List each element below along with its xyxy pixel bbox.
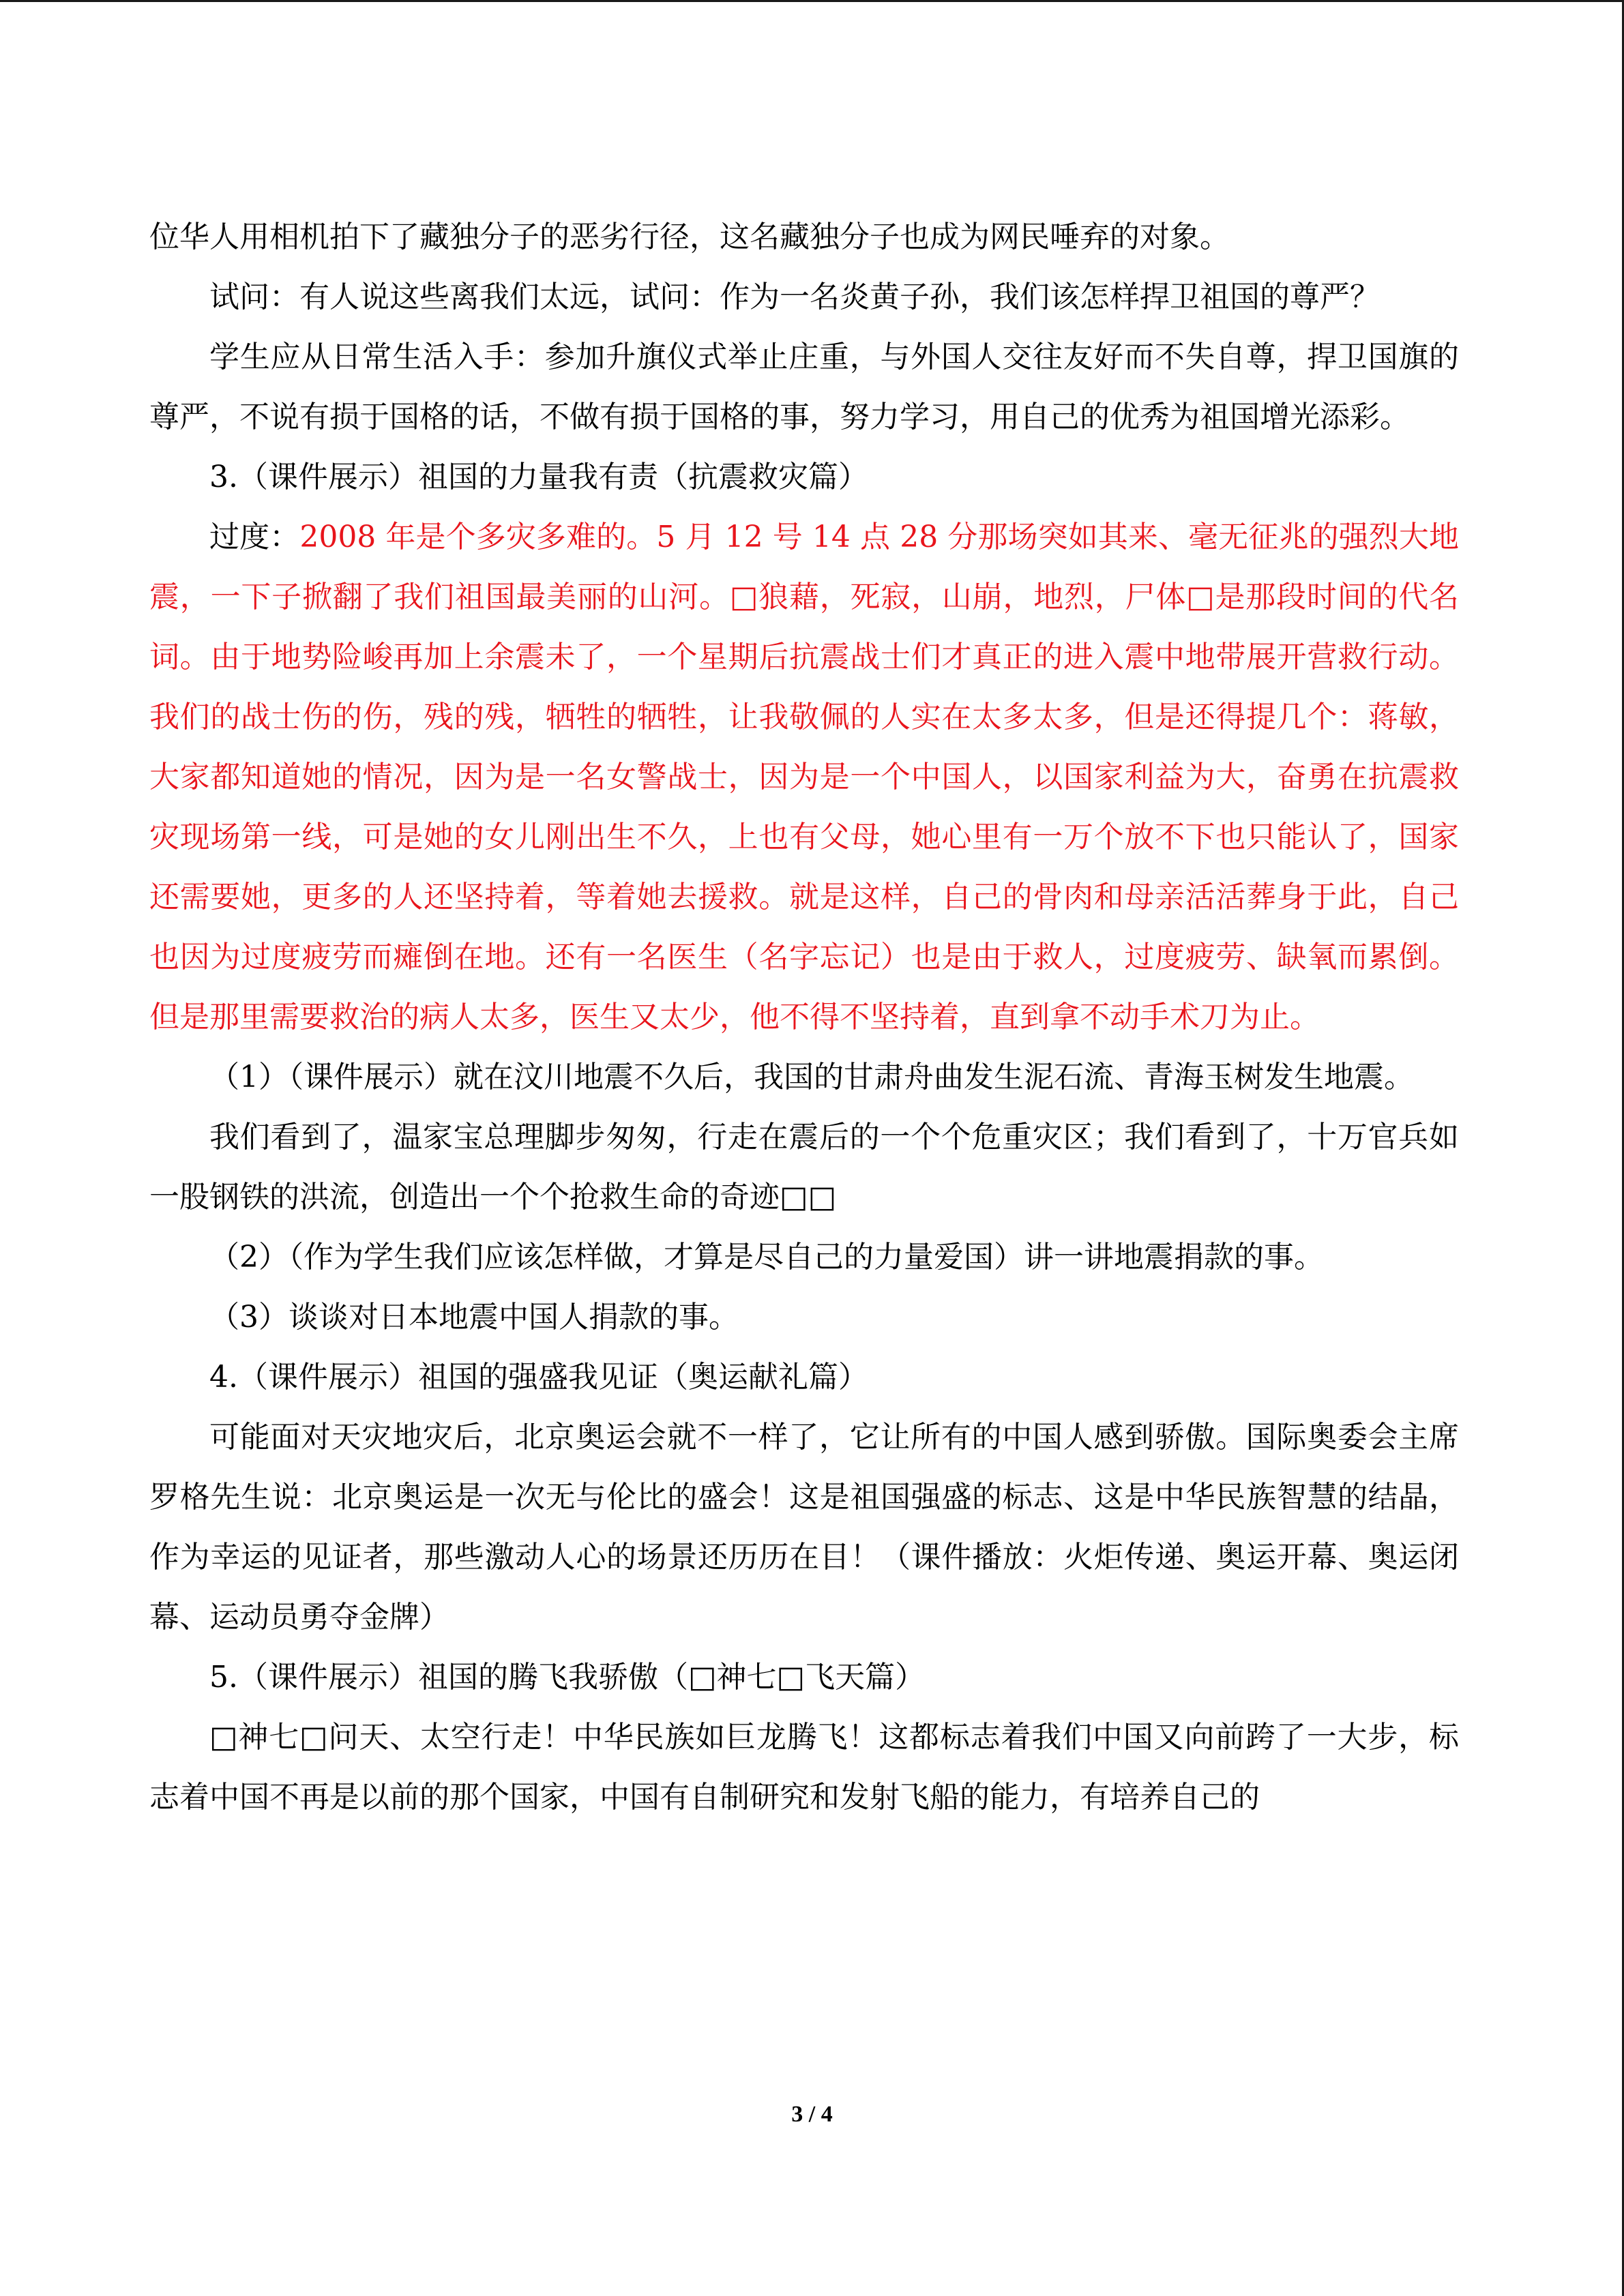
paragraph-continuation: 位华人用相机拍下了藏独分子的恶劣行径，这名藏独分子也成为网民唾弃的对象。: [149, 220, 1230, 254]
paragraph-item-2: （2）（作为学生我们应该怎样做，才算是尽自己的力量爱国）讲一讲地震捐款的事。: [209, 1240, 1324, 1274]
section-heading-5: 5.（课件展示）祖国的腾飞我骄傲（□神七□飞天篇）: [209, 1660, 926, 1695]
document-body: [149, 207, 1459, 1828]
page-border-top: [0, 0, 1624, 2]
paragraph-student-answer: 学生应从日常生活入手：参加升旗仪式举止庄重，与外国人交往友好而不失自尊，捍卫国旗的尊严，不说有损于国格的话，不做有损于国格的事，努力学习，用自己的优秀为祖国增光添彩。: [149, 340, 1459, 434]
paragraph-transition: [149, 507, 1459, 1047]
paragraph-question: 试问：有人说这些离我们太远，试问：作为一名炎黄子孙，我们该怎样捍卫祖国的尊严？: [209, 280, 1380, 314]
section-heading-3: 3.（课件展示）祖国的力量我有责（抗震救灾篇）: [209, 460, 868, 494]
section-heading-4: 4.（课件展示）祖国的强盛我见证（奥运献礼篇）: [209, 1360, 868, 1395]
paragraph-witness: 我们看到了，温家宝总理脚步匆匆，行走在震后的一个个危重灾区；我们看到了，十万官兵如一股钢铁的洪流，创造出一个个抢救生命的奇迹□□: [149, 1120, 1459, 1214]
page-number: 3 / 4: [791, 2102, 833, 2127]
paragraph-shenzhou: □神七□问天、太空行走！中华民族如巨龙腾飞！这都标志着我们中国又向前跨了一大步，标志着中国不再是以前的那个国家，中国有自制研究和发射飞船的能力，有培养自己的: [149, 1720, 1459, 1815]
paragraph-item-3: （3）谈谈对日本地震中国人捐款的事。: [209, 1300, 739, 1335]
paragraph-item-1: （1）（课件展示）就在汶川地震不久后，我国的甘肃舟曲发生泥石流、青海玉树发生地震。: [209, 1060, 1414, 1094]
transition-label: 过度：: [209, 520, 300, 554]
paragraph-olympics: 可能面对天灾地灾后，北京奥运会就不一样了，它让所有的中国人感到骄傲。国际奥委会主席罗格先生说：北京奥运是一次无与伦比的盛会！这是祖国强盛的标志、这是中华民族智慧的结晶，作为幸运的见证者，那些激动人心的场景还历历在目！（课件播放：火炬传递、奥运开幕、奥运闭幕、运动员勇夺金牌）: [149, 1420, 1459, 1635]
transition-highlighted-text: 2008 年是个多灾多难的。5 月 12 号 14 点 28 分那场突如其来、毫无征兆的强烈大地震，一下子掀翻了我们祖国最美丽的山河。□狼藉，死寂，山崩，地烈，尸体□是那段时间的代名词。由于地势险峻再加上余震未了，一个星期后抗震战士们才真正的进入震中地带展开营救行动。我们的战士伤的伤，残的残，牺牲的牺牲，让我敬佩的人实在太多太多，但是还得提几个：蒋敏，大家都知道她的情况，因为是一名女警战士，因为是一个中国人，以国家利益为大，奋勇在抗震救灾现场第一线，可是她的女儿刚出生不久，上也有父母，她心里有一万个放不下也只能认了，国家还需要她，更多的人还坚持着，等着她去援救。就是这样，自己的骨肉和母亲活活葬身于此，自己也因为过度疲劳而瘫倒在地。还有一名医生（名字忘记）也是由于救人，过度疲劳、缺氧而累倒。但是那里需要救治的病人太多，医生又太少，他不得不坚持着，直到拿不动手术刀为止。: [149, 520, 1460, 1034]
